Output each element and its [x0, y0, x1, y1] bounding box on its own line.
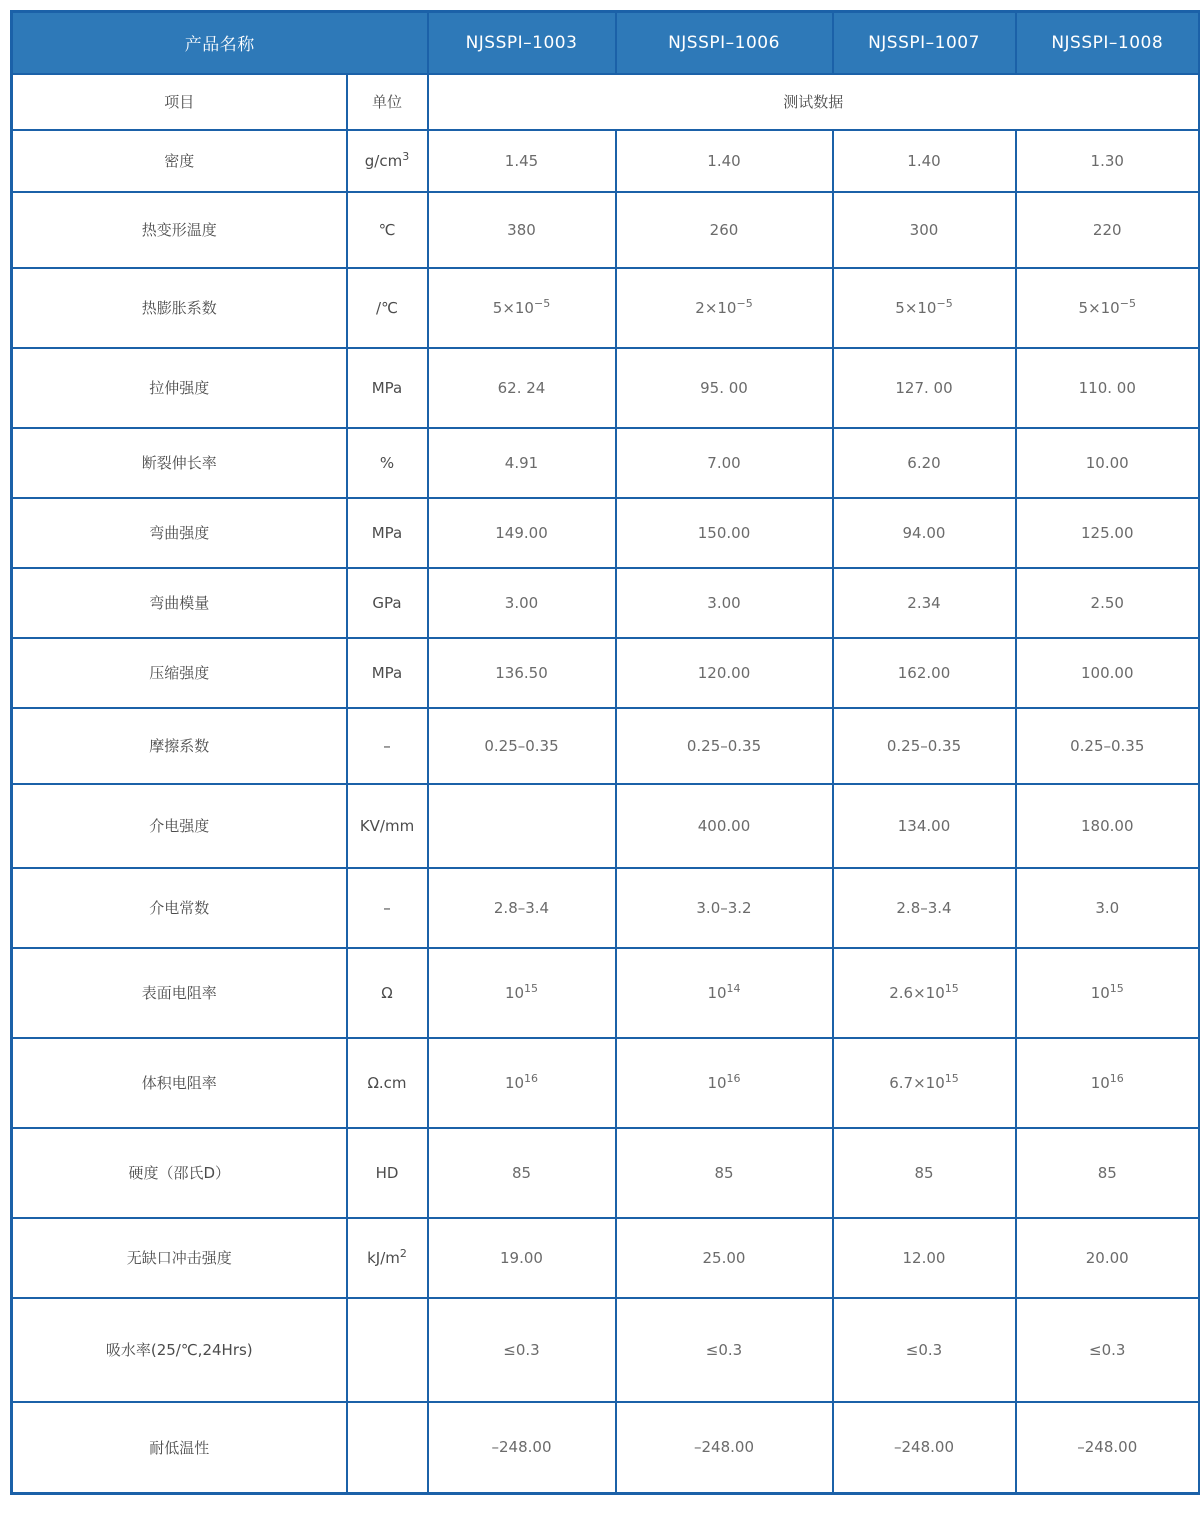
unit-cell: ℃ — [347, 192, 428, 268]
value-cell: 3.0–3.2 — [616, 868, 833, 948]
value-cell: 127. 00 — [833, 348, 1016, 428]
table-row — [12, 348, 1200, 428]
value-cell: 0.25–0.35 — [833, 708, 1016, 784]
table-row — [12, 192, 1200, 268]
value-base: 10 — [1090, 983, 1110, 1002]
value-superscript: 3 — [402, 149, 410, 163]
value-superscript: −5 — [936, 296, 953, 310]
value-base: 10 — [504, 1073, 525, 1092]
value-cell: 20.00 — [1016, 1218, 1200, 1298]
value-cell: 134.00 — [833, 784, 1016, 868]
value-superscript: 16 — [524, 1071, 539, 1085]
value-cell: ≤0.3 — [1016, 1298, 1200, 1402]
value-base: 5×10 — [1078, 298, 1120, 317]
spec-table-body — [12, 130, 1200, 1494]
value-cell: 94.00 — [833, 498, 1016, 568]
value-base: 6.7×10 — [889, 1073, 945, 1092]
item-label: 热膨胀系数 — [12, 268, 347, 348]
value-cell: 2.8–3.4 — [428, 868, 616, 948]
value-cell: 0.25–0.35 — [1016, 708, 1200, 784]
unit-cell: MPa — [347, 498, 428, 568]
table-row — [12, 868, 1200, 948]
value-cell: 120.00 — [616, 638, 833, 708]
unit-cell: Ω — [347, 948, 428, 1038]
value-cell: 300 — [833, 192, 1016, 268]
item-label: 体积电阻率 — [12, 1038, 347, 1128]
item-label: 拉伸强度 — [12, 348, 347, 428]
value-cell: 0.25–0.35 — [428, 708, 616, 784]
value-cell: 10.00 — [1016, 428, 1200, 498]
value-base: 5×10 — [492, 298, 534, 317]
value-cell — [428, 948, 616, 1038]
value-cell — [833, 1038, 1016, 1128]
value-cell — [1016, 1038, 1200, 1128]
table-header — [12, 12, 1200, 130]
table-row — [12, 498, 1200, 568]
value-cell: –248.00 — [616, 1402, 833, 1494]
value-cell: 2.34 — [833, 568, 1016, 638]
unit-cell: MPa — [347, 348, 428, 428]
value-cell: ≤0.3 — [616, 1298, 833, 1402]
table-row — [12, 1298, 1200, 1402]
value-superscript: 15 — [1109, 981, 1124, 995]
product-name-header: 产品名称 — [12, 12, 428, 74]
value-base: g/cm — [364, 151, 403, 170]
value-cell — [833, 948, 1016, 1038]
value-cell: 1.30 — [1016, 130, 1200, 192]
value-superscript: 15 — [944, 981, 959, 995]
item-label: 介电强度 — [12, 784, 347, 868]
item-label: 弯曲强度 — [12, 498, 347, 568]
value-cell: 380 — [428, 192, 616, 268]
value-cell: 3.00 — [428, 568, 616, 638]
value-cell: 2.50 — [1016, 568, 1200, 638]
value-cell: 1.40 — [616, 130, 833, 192]
table-row — [12, 130, 1200, 192]
value-base: 10 — [504, 983, 525, 1002]
product-column-header-1003: NJSSPI–1003 — [428, 12, 616, 74]
item-label: 表面电阻率 — [12, 948, 347, 1038]
value-cell — [428, 268, 616, 348]
value-cell: 85 — [833, 1128, 1016, 1218]
item-label: 摩擦系数 — [12, 708, 347, 784]
unit-column-header: 单位 — [347, 74, 428, 130]
value-cell: 400.00 — [616, 784, 833, 868]
value-cell — [833, 268, 1016, 348]
value-cell: –248.00 — [428, 1402, 616, 1494]
value-cell: 149.00 — [428, 498, 616, 568]
value-superscript: −5 — [1119, 296, 1136, 310]
value-cell: 85 — [1016, 1128, 1200, 1218]
value-cell — [616, 948, 833, 1038]
table-row — [12, 784, 1200, 868]
item-label: 热变形温度 — [12, 192, 347, 268]
value-base: 10 — [707, 1073, 727, 1092]
value-cell: 95. 00 — [616, 348, 833, 428]
unit-cell: – — [347, 708, 428, 784]
value-cell: 1.45 — [428, 130, 616, 192]
value-cell: 136.50 — [428, 638, 616, 708]
value-cell — [428, 1038, 616, 1128]
item-label: 介电常数 — [12, 868, 347, 948]
item-label: 密度 — [12, 130, 347, 192]
value-cell: –248.00 — [1016, 1402, 1200, 1494]
item-label: 断裂伸长率 — [12, 428, 347, 498]
value-base: 2×10 — [695, 298, 737, 317]
unit-cell — [347, 1298, 428, 1402]
value-superscript: −5 — [736, 296, 753, 310]
value-cell: 162.00 — [833, 638, 1016, 708]
value-superscript: 2 — [399, 1246, 407, 1260]
value-cell: –248.00 — [833, 1402, 1016, 1494]
subheader-row — [12, 74, 1200, 130]
value-cell: 125.00 — [1016, 498, 1200, 568]
table-row — [12, 1038, 1200, 1128]
value-cell: 85 — [428, 1128, 616, 1218]
value-cell: 0.25–0.35 — [616, 708, 833, 784]
value-superscript: 15 — [944, 1071, 959, 1085]
item-label: 无缺口冲击强度 — [12, 1218, 347, 1298]
product-column-header-1007: NJSSPI–1007 — [833, 12, 1016, 74]
value-cell — [616, 268, 833, 348]
value-cell — [1016, 268, 1200, 348]
item-column-header: 项目 — [12, 74, 347, 130]
unit-cell: HD — [347, 1128, 428, 1218]
unit-cell — [347, 1218, 428, 1298]
value-cell — [1016, 948, 1200, 1038]
value-superscript: 16 — [726, 1071, 741, 1085]
table-row — [12, 638, 1200, 708]
value-superscript: −5 — [533, 296, 551, 310]
item-label: 耐低温性 — [12, 1402, 347, 1494]
item-label: 硬度（邵氏D） — [12, 1128, 347, 1218]
product-header-row — [12, 12, 1200, 74]
value-cell: 12.00 — [833, 1218, 1016, 1298]
value-cell: 220 — [1016, 192, 1200, 268]
value-cell: 3.0 — [1016, 868, 1200, 948]
value-cell: 2.8–3.4 — [833, 868, 1016, 948]
value-cell: ≤0.3 — [833, 1298, 1016, 1402]
value-superscript: 14 — [726, 981, 741, 995]
value-superscript: 15 — [524, 981, 539, 995]
value-cell: 150.00 — [616, 498, 833, 568]
value-cell: 100.00 — [1016, 638, 1200, 708]
unit-cell: – — [347, 868, 428, 948]
table-row — [12, 1402, 1200, 1494]
value-cell: 85 — [616, 1128, 833, 1218]
unit-cell: KV/mm — [347, 784, 428, 868]
table-row — [12, 948, 1200, 1038]
value-cell — [616, 1038, 833, 1128]
value-cell: 6.20 — [833, 428, 1016, 498]
value-base: kJ/m — [367, 1248, 400, 1267]
table-row — [12, 1218, 1200, 1298]
value-cell: 62. 24 — [428, 348, 616, 428]
table-row — [12, 708, 1200, 784]
value-base: 10 — [707, 983, 727, 1002]
table-row — [12, 268, 1200, 348]
value-cell: 19.00 — [428, 1218, 616, 1298]
unit-cell: GPa — [347, 568, 428, 638]
value-cell: 4.91 — [428, 428, 616, 498]
value-cell: 1.40 — [833, 130, 1016, 192]
value-cell: 180.00 — [1016, 784, 1200, 868]
item-label: 压缩强度 — [12, 638, 347, 708]
table-row — [12, 1128, 1200, 1218]
product-column-header-1008: NJSSPI–1008 — [1016, 12, 1200, 74]
value-cell: 260 — [616, 192, 833, 268]
product-spec-table — [10, 10, 1200, 1495]
unit-cell: MPa — [347, 638, 428, 708]
value-cell: ≤0.3 — [428, 1298, 616, 1402]
table-row — [12, 428, 1200, 498]
value-base: 2.6×10 — [889, 983, 945, 1002]
test-data-header: 测试数据 — [428, 74, 1200, 130]
item-label: 吸水率(25/℃,24Hrs) — [12, 1298, 347, 1402]
unit-cell: % — [347, 428, 428, 498]
value-cell: 7.00 — [616, 428, 833, 498]
item-label: 弯曲模量 — [12, 568, 347, 638]
value-cell — [428, 784, 616, 868]
value-base: 5×10 — [895, 298, 937, 317]
value-cell: 110. 00 — [1016, 348, 1200, 428]
value-cell: 25.00 — [616, 1218, 833, 1298]
value-superscript: 16 — [1109, 1071, 1124, 1085]
unit-cell — [347, 1402, 428, 1494]
unit-cell — [347, 130, 428, 192]
value-base: 10 — [1090, 1073, 1110, 1092]
table-row — [12, 568, 1200, 638]
unit-cell: /℃ — [347, 268, 428, 348]
product-column-header-1006: NJSSPI–1006 — [616, 12, 833, 74]
value-cell: 3.00 — [616, 568, 833, 638]
unit-cell: Ω.cm — [347, 1038, 428, 1128]
